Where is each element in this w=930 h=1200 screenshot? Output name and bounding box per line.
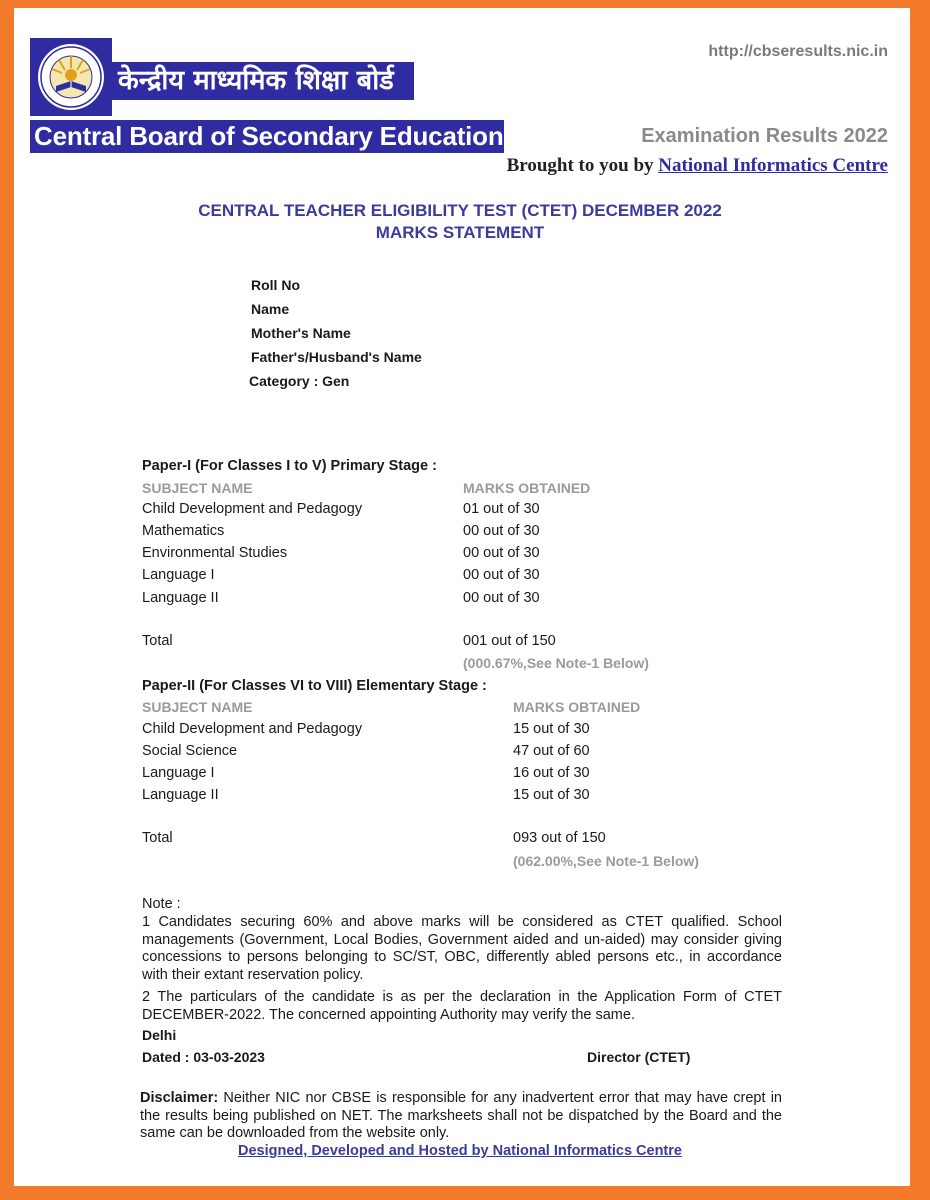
name-label: Name bbox=[251, 301, 290, 317]
exam-title: CENTRAL TEACHER ELIGIBILITY TEST (CTET) DECEMBER 2022 bbox=[198, 201, 722, 220]
exam-results-title: Examination Results 2022 bbox=[641, 125, 888, 147]
paper2-marks: 16 out of 30 bbox=[513, 765, 590, 781]
disclaimer-label: Disclaimer: bbox=[140, 1090, 219, 1106]
roll-no-label: Roll No bbox=[251, 277, 300, 293]
note-heading: Note : bbox=[142, 896, 181, 912]
paper2-marks: 15 out of 30 bbox=[513, 787, 590, 803]
paper2-marks: 15 out of 30 bbox=[513, 721, 590, 737]
brought-to-you-line bbox=[507, 155, 888, 177]
paper1-marks: 00 out of 30 bbox=[463, 567, 540, 583]
category-label: Category : Gen bbox=[249, 373, 350, 389]
footer-nic-link[interactable]: Designed, Developed and Hosted by National Informatics Centre bbox=[238, 1143, 682, 1159]
paper1-subject: Child Development and Pedagogy bbox=[142, 501, 363, 517]
paper2-marks: 47 out of 60 bbox=[513, 743, 590, 759]
paper2-subject-header: SUBJECT NAME bbox=[142, 699, 253, 715]
disclaimer bbox=[140, 1090, 782, 1143]
disclaimer-text: Neither NIC nor CBSE is responsible for any inadvertent error that may have crept in the results being published on NET. The marksheets shall not be dispatched by the Board and the same can be downloaded from the website only. bbox=[140, 1090, 782, 1141]
paper1-marks: 00 out of 30 bbox=[463, 545, 540, 561]
father-name-label: Father's/Husband's Name bbox=[251, 349, 422, 365]
board-name-hindi: केन्द्रीय माध्यमिक शिक्षा बोर्ड bbox=[112, 62, 414, 100]
paper1-subject: Mathematics bbox=[142, 523, 225, 539]
paper1-total-label: Total bbox=[142, 633, 173, 649]
paper2-heading: Paper-II (For Classes VI to VIII) Elementary Stage : bbox=[142, 678, 487, 694]
paper1-total-value: 001 out of 150 bbox=[463, 633, 556, 649]
paper2-total-label: Total bbox=[142, 830, 173, 846]
paper1-subject: Environmental Studies bbox=[142, 545, 288, 561]
board-name-english: Central Board of Secondary Education bbox=[30, 120, 504, 153]
paper2-total-value: 093 out of 150 bbox=[513, 830, 606, 846]
place-label: Delhi bbox=[142, 1027, 177, 1043]
paper1-percent: (000.67%,See Note-1 Below) bbox=[463, 655, 649, 671]
nic-link[interactable]: National Informatics Centre bbox=[658, 155, 888, 176]
cbse-emblem-icon bbox=[30, 38, 112, 116]
signatory-label: Director (CTET) bbox=[587, 1049, 691, 1065]
mother-name-label: Mother's Name bbox=[251, 325, 351, 341]
note-1: 1 Candidates securing 60% and above marks will be considered as CTET qualified. School managements (Government, Local Bodies, Government aided and un-aided) may consider giving concessions to persons belonging to SC/ST, OBC, differently abled persons etc., in accordance with their extant reservation policy. bbox=[142, 914, 782, 983]
paper1-marks: 00 out of 30 bbox=[463, 523, 540, 539]
paper2-marks-header: MARKS OBTAINED bbox=[513, 699, 641, 715]
dated-label: Dated : 03-03-2023 bbox=[142, 1049, 265, 1065]
paper2-subject: Child Development and Pedagogy bbox=[142, 721, 363, 737]
paper2-percent: (062.00%,See Note-1 Below) bbox=[513, 853, 699, 869]
paper2-subject: Language I bbox=[142, 765, 215, 781]
site-url: http://cbseresults.nic.in bbox=[708, 43, 888, 60]
brought-prefix: Brought to you by bbox=[506, 155, 654, 176]
paper2-subject: Social Science bbox=[142, 743, 238, 759]
marks-statement-title: MARKS STATEMENT bbox=[375, 223, 545, 242]
paper1-subject-header: SUBJECT NAME bbox=[142, 480, 253, 496]
paper1-marks: 00 out of 30 bbox=[463, 590, 540, 606]
paper1-subject: Language I bbox=[142, 567, 215, 583]
paper1-marks: 01 out of 30 bbox=[463, 501, 540, 517]
paper1-heading: Paper-I (For Classes I to V) Primary Stage : bbox=[142, 458, 437, 474]
note-2: 2 The particulars of the candidate is as per the declaration in the Application Form of CTET DECEMBER-2022. The concerned appointing Authority may verify the same. bbox=[142, 989, 782, 1023]
paper1-subject: Language II bbox=[142, 590, 219, 606]
paper2-subject: Language II bbox=[142, 787, 219, 803]
paper1-marks-header: MARKS OBTAINED bbox=[463, 480, 591, 496]
